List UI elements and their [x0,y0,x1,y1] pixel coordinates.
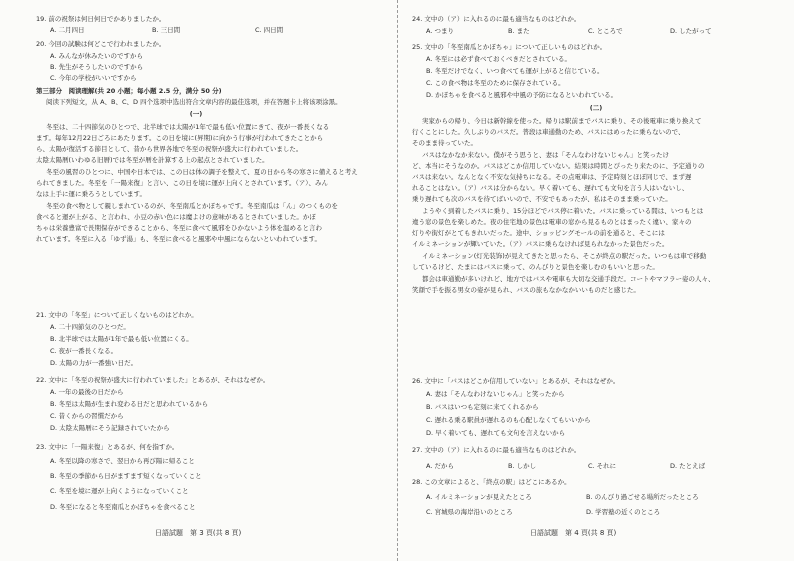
question-20-option-c: C. 今年の学校がいいですから [50,74,137,82]
passage-2-line: 違う窓の景色を楽しめた。夜の住宅地の景色は電車の窓から見るものとはまったく違い、家々の [412,218,692,226]
question-27-option-a: A. だから [426,462,454,470]
passage-2-line: 実家からの帰り、今日は新幹線を使った。帰りは駅前までバスに乗り、その後電車に乗り換えて [422,117,702,125]
question-19-option-b: B. 三日間 [152,26,181,34]
passage-1-line: ら、太陽が復活する節目として、昔から世界各地で冬至の祝祭が盛大に行われていました。 [36,145,303,153]
passage-2-line: 笑顔で手を振る男女の姿が見られ、バスの旅もなかなかいいものだと感じた。 [412,286,640,294]
question-28-option-b: B. のんびり過ごせる場所だったところ [586,493,699,501]
passage-2-label: (二) [589,104,603,112]
passage-1-line: られてきました。冬至を「一陽来復」と言い、この日を境に運が上向くとされています。（ア）、みん [36,179,328,187]
part3-title: 第三部分 阅读理解(共 20 小题；每小题 2.5 分，满分 50 分) [36,87,222,95]
question-24-option-d: D. したがって [670,27,712,35]
question-28-option-c: C. 宮城県の海岸沿いのところ [426,508,513,516]
question-21-option-d: D. 太陽の力が一番強い日だ。 [50,359,138,367]
passage-2-line: しているけど、たまにはバスに乗って、のんびりと景色を楽しむのもいいと思った。 [412,263,659,271]
question-25-stem: 25. 文中の「冬至南瓜とかぼちゃ」について正しいものはどれか。 [412,43,607,51]
question-25-option-c: C. この食べ物は冬至のために保存されている。 [426,79,565,87]
question-23-option-a: A. 冬至以降の寒さで、翌日から再び陽に帰ること [50,457,195,465]
passage-1-line: ます。毎年12月22日ごろにあたります。この日を境に(昇期)に向かう行事が行われてきたことから [36,134,324,142]
question-24-option-a: A. つまり [426,27,454,35]
question-27-option-c: C. それに [588,462,617,470]
page-footer-right: 日語試題 第 4 頁(共 8 頁) [530,529,617,537]
question-26-option-d: D. 早く着いても、遅れても文句を言えないから [426,429,566,437]
passage-1-line: 太陰太陽暦(いわゆる旧暦)では冬至が暦を計算する上の起点とされていました。 [36,156,269,164]
question-27-stem: 27. 文中の（ア）に入れるのに最も適当なものはどれか。 [412,446,581,454]
question-25-option-b: B. 冬至だけでなく、いつ食べても運が上がると信じている。 [426,67,604,75]
question-24-option-c: C. ところで [588,27,623,35]
question-20-stem: 20. 今回の試験は何どこで行われましたか。 [36,40,166,48]
passage-1-line: 食べると運が上がる、と言われ、小豆の赤い色には魔よけの意味があるとされていました。かぼ [36,213,316,221]
question-20-option-b: B. 先生がそうしたいのですから [50,63,144,71]
question-23-option-c: C. 冬至を境に運が上向くようになっていくこと [50,487,189,495]
passage-2-line: 行くことにした。久しぶりのバスだ。普段は車通勤のため、バスにはめったに乗らないので、 [412,128,685,136]
passage-1-line: なは上手に運に乗ろうとしています。 [36,190,146,198]
right-page [400,0,792,561]
question-21-stem: 21. 文中の「冬至」について正しくないものはどれか。 [36,311,198,319]
question-23-stem: 23. 文中に「一陽来復」とあるが、何を指すか。 [36,443,179,451]
question-23-option-d: D. 冬至になると冬至南瓜とかぼちゃを食べること [50,503,196,511]
passage-2-line: バスは来ない。なんとなく不安な気持ちになる。その点電車は、予定時刻とほぼ同じで、まず遅 [412,173,692,181]
question-26-stem: 26. 文中に「バスはどこか信用していない」とあるが、それはなぜか。 [412,377,620,385]
passage-1-line: れています。冬至に入る「ゆず湯」も、冬至に食べると風邪や中風にならないといわれています。 [36,235,321,243]
page-footer-left: 日語試題 第 3 頁(共 8 頁) [155,529,242,537]
passage-1-line: ちゃは栄養豊富で長期保存ができることから、冬至に食べて風邪をひかないよう体を温めると言わ [36,224,322,232]
question-20-option-a: A. みんなが休みたいのですから [50,52,143,60]
question-25-option-a: A. 冬至には必ず食べておくべきだとされている。 [426,55,571,63]
question-27-option-d: D. たとえば [670,462,706,470]
question-28-option-d: D. 学習塾の近くのところ [586,508,661,516]
passage-2-line: 都会は車通勤が多いけれど、地方ではバスや電車も大切な交通手段だ。コートやマフラー姿の人々、 [422,275,715,283]
question-26-option-a: A. 妻は「そんなわけないじゃん」と笑ったから [426,390,565,398]
passage-2-line: イルミネーションが輝いていた。（ア）バスに乗らなければ見られなかった景色だった。 [412,240,669,248]
passage-2-line: ようやく到着したバスに乗り、15分ほどでバス停に着いた。バスに乗っている間は、いつもとは [422,207,704,215]
question-22-option-a: A. 一年の最後の日だから [50,388,124,396]
passage-2-line: ど、本当にそうなのか。バスはどこか信用していない。結果は時間とぴったり来たのに、予定通りの [412,162,705,170]
question-28-stem: 28. この文章によると、「終点の駅」はどこにあるか。 [412,478,571,486]
question-24-stem: 24. 文中の（ア）に入れるのに最も適当なものはどれか。 [412,15,581,23]
passage-2-line: れることはない。（ア）バスは分からない。早く着いても、遅れても文句を言う人はいないし、 [412,184,689,192]
question-26-option-b: B. バスはいつも定刻に来てくれるから [426,403,539,411]
passage-1-line: 冬至の風習のひとつに、中国や日本では、この日は体の調子を整えて、夏の日から冬の寒さに備えると考え [46,168,358,176]
question-26-option-c: C. 遅れる乗る駅員が遅れるのも心配しなくてもいいから [426,416,591,424]
question-19-option-c: C. 四日間 [255,26,284,34]
question-21-option-a: A. 二十四節気のひとつだ。 [50,323,130,331]
part3-instructions: 阅读下列短文，从 A、B、C、D 四个选项中选出符合文章内容的最佳选项，并在答题卡上将该项涂黑。 [46,98,342,106]
passage-2-line: そのまま待っていた。 [412,139,477,147]
passage-1-line: 冬至の食べ物として親しまれているのが、冬至南瓜とかぼちゃです。冬至南瓜は「ん」のつくものを [46,202,338,210]
question-19-stem: 19. 前の祝祭は何日何日でかありましたか。 [36,15,166,23]
question-25-option-d: D. かぼちゃを食べると風邪や中風の予防になるといわれている。 [426,91,618,99]
passage-2-line: 乗り遅れても次のバスを待てばいいので、不安でもあったが、私はそのまま乗っていた。 [412,195,672,203]
passage-2-line: バスはなかなか来ない。僕がそう思うと、妻は「そんなわけないじゃん」と笑ったけ [422,151,669,159]
question-28-option-a: A. イルミネーションが見えたところ [426,493,532,501]
question-22-stem: 22. 文中に「冬至の祝祭が盛大に行われていました」とあるが、それはなぜか。 [36,376,270,384]
left-page [0,0,392,561]
question-21-option-b: B. 北半球では太陽が1年で最も低い位置にくる。 [50,335,193,343]
passage-2-line: イルミネーション(灯光装饰)が見えてきたと思ったら、そこが終点の駅だった。いつもは車で移動 [422,252,707,260]
question-22-option-d: D. 太陰太陽暦にそう記録されていたから [50,424,170,432]
question-24-option-b: B. また [508,27,530,35]
passage-1-line: 冬至は、二十四節気のひとつで、北半球では太陽が1年で最も低い位置にきて、夜が一番長くなる [46,123,330,131]
passage-2-line: 灯りや街灯がとてもきれいだった。途中、ショッピングモールの前を通ると、そこには [412,229,665,237]
question-21-option-c: C. 夜が一番長くなる。 [50,347,118,355]
page-divider [397,0,399,561]
passage-1-label: (一) [189,110,203,118]
question-22-option-b: B. 冬至は太陽が生まれ変わる日だと思われているから [50,400,209,408]
question-23-option-b: B. 冬至の季節から日がますます短くなっていくこと [50,472,202,480]
question-19-option-a: A. 二月四日 [50,26,85,34]
question-27-option-b: B. しかし [508,462,537,470]
question-22-option-c: C. 昔くからの習慣だから [50,412,124,420]
